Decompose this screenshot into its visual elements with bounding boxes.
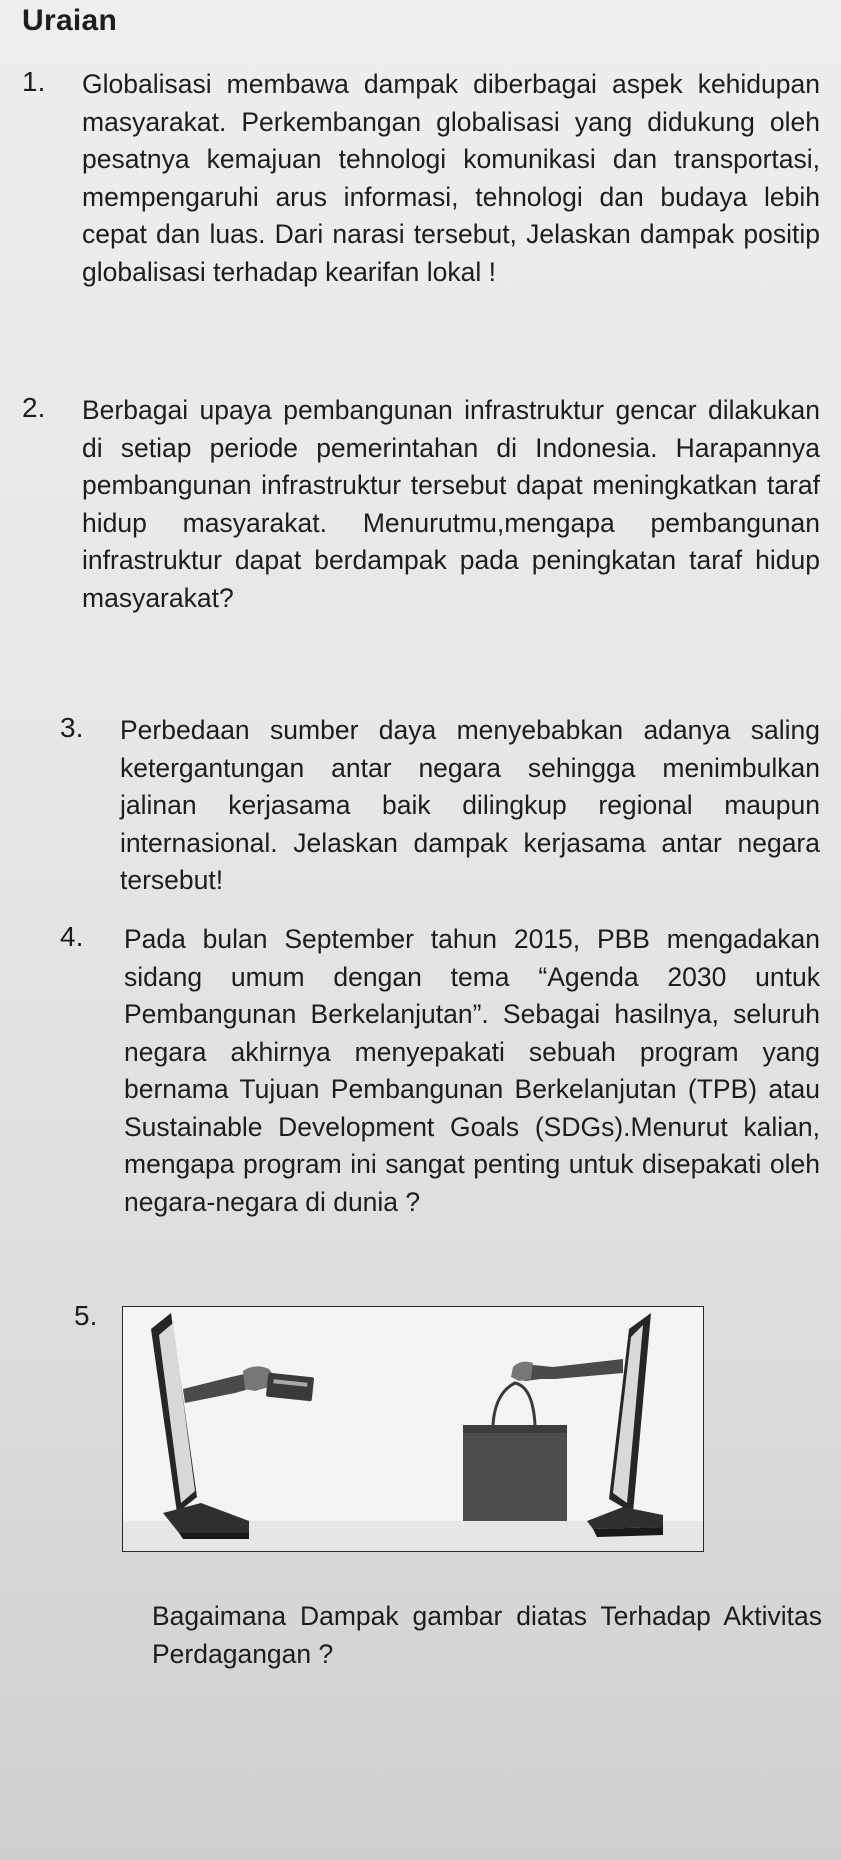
question-number-2: 2. [22,392,46,423]
question-text-1: Globalisasi membawa dampak diberbagai aspek kehidupan masyarakat. Perkembangan globalisasi yang didukung oleh pesatnya kemajuan tehnologi komunikasi dan transportasi, mempengaruhi arus informasi, tehnologi dan budaya lebih cepat dan luas. Dari narasi tersebut, Jelaskan dampak positip globalisasi terhadap kearifan lokal ! [82,69,820,287]
question-number-1: 1. [22,66,46,97]
question-number-4: 4. [60,921,84,952]
question-number-5: 5. [74,1300,98,1331]
section-heading: Uraian [22,4,118,37]
question-text-4: Pada bulan September tahun 2015, PBB mengadakan sidang umum dengan tema “Agenda 2030 untuk Pembangunan Berkelanjutan”. Sebagai hasilnya, seluruh negara akhirnya menyepakati sebuah program yang bernama Tujuan Pembangunan Berkelanjutan (TPB) atau Sustainable Development Goals (SDGs).Menurut kalian, mengapa program ini sangat penting untuk disepakati oleh negara-negara di dunia ? [124,924,820,1217]
question-number-3: 3. [60,712,84,743]
ecommerce-illustration [122,1306,704,1552]
question-text-5: Bagaimana Dampak gambar diatas Terhadap Aktivitas Perdagangan ? [152,1601,822,1669]
question-text-3: Perbedaan sumber daya menyebabkan adanya saling ketergantungan antar negara sehingga menimbulkan jalinan kerjasama baik dilingkup regional maupun internasional. Jelaskan dampak kerjasama antar negara tersebut! [120,715,820,895]
question-text-2: Berbagai upaya pembangunan infrastruktur gencar dilakukan di setiap periode pemerintahan di Indonesia. Harapannya pembangunan infrastruktur tersebut dapat meningkatkan taraf hidup masyarakat. Menurutmu,mengapa pembangunan infrastruktur dapat berdampak pada peningkatan taraf hidup masyarakat? [82,395,820,613]
